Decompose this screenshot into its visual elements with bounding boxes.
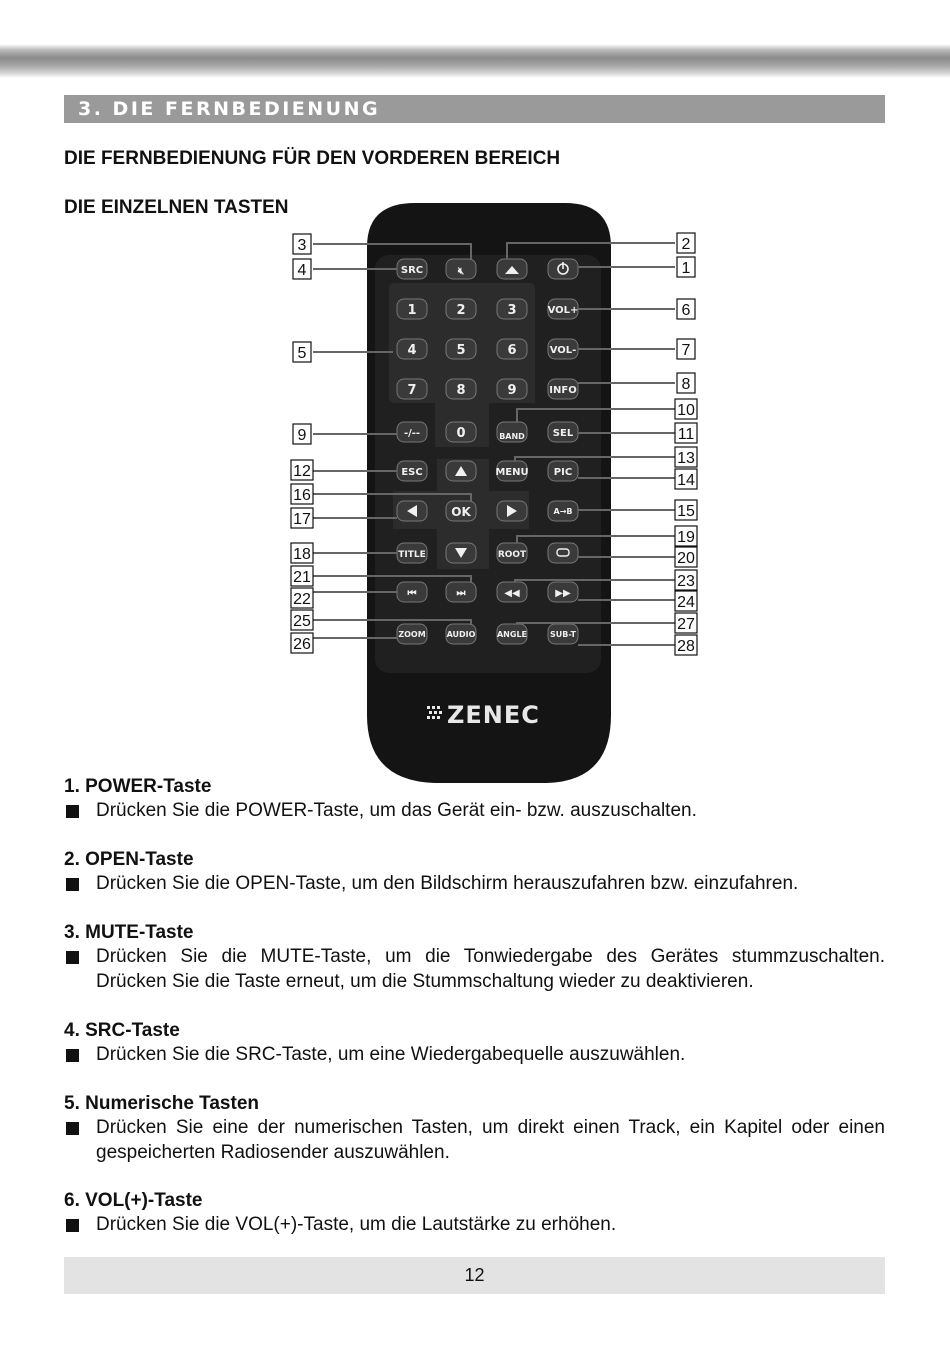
pic-label: PIC	[553, 467, 573, 478]
callout-24-label: 24	[677, 594, 695, 611]
item-body	[64, 1116, 885, 1165]
callout-1-label: 1	[681, 260, 691, 277]
sel-label: SEL	[552, 428, 574, 439]
brand-dots-icon	[427, 706, 442, 719]
item-title: 5. Numerische Tasten	[64, 1093, 260, 1114]
callout-21-label: 21	[293, 569, 311, 586]
section-header	[64, 95, 885, 123]
bullet-icon	[66, 1122, 79, 1135]
remote-control-illustration	[285, 195, 705, 785]
rewind-icon: ◀◀	[504, 588, 520, 599]
callout-10-label: 10	[677, 402, 695, 419]
item-open	[64, 848, 885, 897]
number-2-label: 2	[456, 303, 466, 318]
callout-26-label: 26	[293, 636, 311, 653]
bullet-icon	[66, 1049, 79, 1062]
callout-25-label: 25	[293, 613, 311, 630]
menu-label: MENU	[495, 467, 529, 478]
subt-label: SUB-T	[550, 630, 576, 639]
mute-icon: 🔇︎	[457, 266, 465, 277]
callout-18-label: 18	[293, 546, 311, 563]
previous-icon: ⏮	[407, 588, 417, 599]
number-0-label: 0	[456, 426, 466, 441]
callout-12-label: 12	[293, 463, 311, 480]
callout-16-label: 16	[293, 487, 311, 504]
callout-20-label: 20	[677, 550, 695, 567]
bullet-icon	[66, 1219, 79, 1232]
item-body	[64, 872, 885, 897]
item-text: Drücken Sie die OPEN-Taste, um den Bildschirm herauszufahren bzw. einzufahren.	[96, 873, 799, 894]
item-title: 4. SRC-Taste	[64, 1020, 180, 1041]
callout-27-label: 27	[677, 616, 695, 633]
number-4-label: 4	[407, 343, 417, 358]
item-mute	[64, 921, 885, 994]
callout-22-label: 22	[293, 591, 311, 608]
number-8-label: 8	[456, 383, 466, 398]
page-footer	[64, 1257, 885, 1294]
zoom-label: ZOOM	[398, 630, 426, 639]
item-body	[64, 1213, 885, 1238]
callout-17-label: 17	[293, 511, 311, 528]
callout-14-label: 14	[677, 472, 695, 489]
callout-28-label: 28	[677, 638, 695, 655]
callout-11-label: 11	[677, 426, 695, 443]
header-bar	[0, 0, 950, 78]
item-title: 6. VOL(+)-Taste	[64, 1190, 203, 1211]
repeat-button[interactable]	[548, 543, 578, 563]
dash-label: -/--	[403, 428, 421, 439]
item-title: 2. OPEN-Taste	[64, 849, 194, 870]
number-7-label: 7	[407, 383, 417, 398]
angle-label: ANGLE	[496, 630, 528, 639]
item-text: Drücken Sie die VOL(+)-Taste, um die Lautstärke zu erhöhen.	[96, 1214, 617, 1235]
ab-label: A→B	[553, 507, 573, 516]
subheading-buttons: DIE EINZELNEN TASTEN	[64, 197, 289, 218]
ok-label: OK	[451, 505, 471, 519]
callout-4-label: 4	[297, 262, 307, 279]
vol-minus-label: VOL-	[549, 345, 577, 356]
item-text: Drücken Sie die POWER-Taste, um das Gerät ein- bzw. auszuschalten.	[96, 800, 697, 821]
number-3-label: 3	[507, 303, 517, 318]
info-label: INFO	[549, 385, 577, 396]
section-title: 3. DIE FERNBEDIENUNG	[78, 98, 381, 120]
callout-3-label: 3	[297, 237, 307, 254]
callout-5-label: 5	[297, 345, 307, 362]
callout-8-label: 8	[681, 376, 691, 393]
bullet-icon	[66, 878, 79, 891]
item-src	[64, 1019, 885, 1068]
item-body	[64, 1043, 885, 1068]
item-vol-plus	[64, 1189, 885, 1238]
item-body	[64, 945, 885, 994]
audio-label: AUDIO	[446, 630, 476, 639]
brand-logo: ZENEC	[447, 701, 540, 729]
number-6-label: 6	[507, 343, 517, 358]
callout-19-label: 19	[677, 529, 695, 546]
item-text: Drücken Sie die SRC-Taste, um eine Wiedergabequelle auszuwählen.	[96, 1044, 686, 1065]
subheading: DIE FERNBEDIENUNG FÜR DEN VORDEREN BEREICH	[64, 148, 561, 169]
item-numeric	[64, 1092, 885, 1165]
callout-23-label: 23	[677, 573, 695, 590]
next-icon: ⏭	[456, 588, 466, 599]
item-title: 3. MUTE-Taste	[64, 922, 194, 943]
esc-label: ESC	[401, 467, 423, 478]
page-number: 12	[464, 1265, 485, 1285]
item-body	[64, 799, 885, 824]
title-label: TITLE	[398, 550, 426, 560]
item-title: 1. POWER-Taste	[64, 776, 212, 797]
callout-9-label: 9	[297, 427, 307, 444]
number-9-label: 9	[507, 383, 517, 398]
band-label: BAND	[499, 432, 525, 441]
number-5-label: 5	[456, 343, 466, 358]
item-power	[64, 775, 885, 824]
bullet-icon	[66, 805, 79, 818]
item-text: Drücken Sie eine der numerischen Tasten, um direkt einen Track, ein Kapitel oder einen gespeicherten Radiosender auszuwählen.	[96, 1117, 885, 1163]
callout-15-label: 15	[677, 503, 695, 520]
callout-6-label: 6	[681, 302, 691, 319]
callout-13-label: 13	[677, 450, 695, 467]
fast-forward-icon: ▶▶	[555, 588, 571, 599]
callout-2-label: 2	[681, 236, 691, 253]
item-text: Drücken Sie die MUTE-Taste, um die Tonwiedergabe des Gerätes stummzuschalten. Drücken Sie die Taste erneut, um die Stummschaltung wieder zu deaktivieren.	[96, 946, 885, 992]
number-1-label: 1	[407, 303, 417, 318]
src-button-label: SRC	[400, 265, 424, 276]
callout-7-label: 7	[681, 342, 691, 359]
vol-plus-label: VOL+	[547, 305, 579, 316]
root-label: ROOT	[497, 550, 527, 560]
bullet-icon	[66, 951, 79, 964]
